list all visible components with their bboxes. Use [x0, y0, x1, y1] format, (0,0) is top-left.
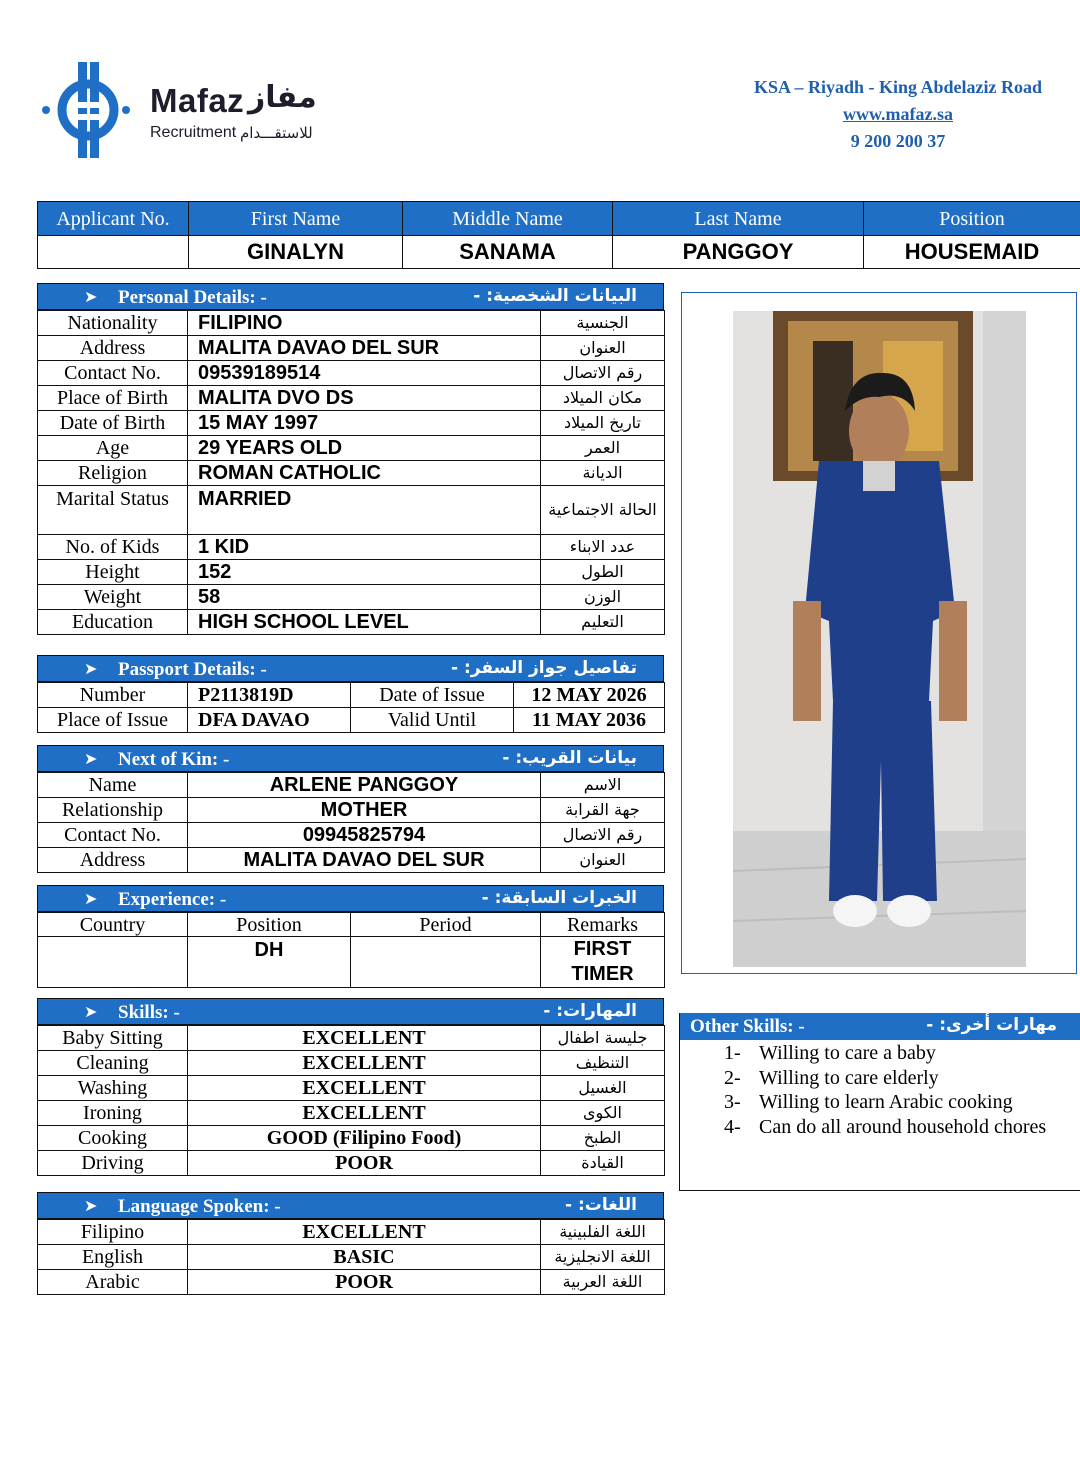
exp-header-position: Position — [188, 913, 351, 937]
skill-ar-baby-sitting: جليسة اطفال — [541, 1026, 665, 1051]
language-section-header — [37, 1192, 664, 1219]
exp-header-country: Country — [38, 913, 188, 937]
list-text: Willing to care elderly — [759, 1066, 939, 1089]
passport-issue-date-value: 12 MAY 2026 — [514, 683, 665, 708]
kin-relationship-value: MOTHER — [188, 798, 541, 823]
ar-age: العمر — [541, 436, 665, 461]
passport-place-value: DFA DAVAO — [188, 708, 351, 733]
list-number: 1- — [724, 1042, 741, 1064]
arrow-bullet-icon: ➤ — [84, 287, 98, 306]
other-skills-title: Other Skills: - — [690, 1016, 805, 1037]
kin-contact-value: 09945825794 — [188, 823, 541, 848]
lang-value-filipino: EXCELLENT — [188, 1220, 541, 1245]
list-text: Can do all around household chores — [759, 1115, 1047, 1138]
value-height: 152 — [188, 560, 541, 585]
list-item — [724, 1041, 1080, 1066]
applicant-no-value — [38, 236, 189, 269]
passport-title: Passport Details: - — [118, 659, 267, 680]
skill-label-cooking: Cooking — [38, 1126, 188, 1151]
personal-title: Personal Details: - — [118, 287, 267, 308]
ar-height: الطول — [541, 560, 665, 585]
personal-title-ar: البيانات الشخصية: - — [473, 286, 637, 306]
lang-ar-english: اللغة الانجليزية — [541, 1245, 665, 1270]
list-number: 2- — [724, 1066, 741, 1089]
company-address: KSA – Riyadh - King Abdelaziz Road — [753, 77, 1043, 97]
lang-ar-arabic: اللغة العربية — [541, 1270, 665, 1295]
passport-title-ar: تفاصيل جواز السفر: - — [451, 658, 637, 678]
arrow-bullet-icon: ➤ — [84, 889, 98, 908]
language-table — [37, 1219, 665, 1295]
experience-title: Experience: - — [118, 889, 227, 910]
value-religion: ROMAN CATHOLIC — [188, 461, 541, 486]
exp-header-remarks: Remarks — [541, 913, 665, 937]
list-number: 4- — [724, 1115, 741, 1138]
position-value: HOUSEMAID — [864, 236, 1080, 269]
list-text: Willing to learn Arabic cooking — [759, 1091, 1013, 1113]
photo-frame — [681, 292, 1077, 974]
list-item — [724, 1066, 1080, 1091]
label-kids: No. of Kids — [38, 535, 188, 560]
label-nationality: Nationality — [38, 311, 188, 336]
ar-date-of-birth: تاريخ الميلاد — [541, 411, 665, 436]
ar-marital-status: الحالة الاجتماعية — [541, 486, 665, 535]
passport-number-value: P2113819D — [188, 683, 351, 708]
logo-name-ar: مفاز — [248, 80, 317, 115]
logo-subtitle: Recruitment — [150, 124, 237, 141]
personal-section-header — [37, 283, 664, 310]
skills-title: Skills: - — [118, 1002, 180, 1023]
label-weight: Weight — [38, 585, 188, 610]
exp-remarks-line-1: FIRST — [573, 938, 632, 960]
kin-contact-label: Contact No. — [38, 823, 188, 848]
label-marital-status: Marital Status — [38, 486, 188, 535]
value-marital-status: MARRIED — [188, 486, 541, 535]
arrow-bullet-icon: ➤ — [84, 1002, 98, 1021]
experience-title-ar: الخبرات السابقة: - — [481, 888, 637, 908]
header-applicant-no: Applicant No. — [38, 202, 189, 236]
experience-section-header — [37, 885, 664, 912]
skill-ar-cooking: الطبخ — [541, 1126, 665, 1151]
ar-kids: عدد الابناء — [541, 535, 665, 560]
label-date-of-birth: Date of Birth — [38, 411, 188, 436]
ar-weight: الوزن — [541, 585, 665, 610]
ar-address: العنوان — [541, 336, 665, 361]
kin-title-ar: بيانات القريب: - — [502, 748, 637, 768]
label-contact: Contact No. — [38, 361, 188, 386]
kin-table — [37, 772, 665, 873]
company-logo — [40, 60, 340, 160]
value-place-of-birth: MALITA DVO DS — [188, 386, 541, 411]
lang-ar-filipino: اللغة الفلبينية — [541, 1220, 665, 1245]
value-address: MALITA DAVAO DEL SUR — [188, 336, 541, 361]
mafaz-logo-icon — [40, 60, 136, 160]
value-weight: 58 — [188, 585, 541, 610]
kin-relationship-ar: جهة القرابة — [541, 798, 665, 823]
ar-nationality: الجنسية — [541, 311, 665, 336]
passport-valid-label: Valid Until — [351, 708, 514, 733]
skill-label-washing: Washing — [38, 1076, 188, 1101]
company-website[interactable]: www.mafaz.sa — [843, 104, 953, 124]
skill-value-cooking: GOOD (Filipino Food) — [188, 1126, 541, 1151]
label-education: Education — [38, 610, 188, 635]
skill-ar-cleaning: التنظيف — [541, 1051, 665, 1076]
lang-value-arabic: POOR — [188, 1270, 541, 1295]
skill-label-ironing: Ironing — [38, 1101, 188, 1126]
header-first-name: First Name — [189, 202, 403, 236]
header-middle-name: Middle Name — [403, 202, 613, 236]
skills-title-ar: المهارات: - — [543, 1001, 637, 1021]
label-address: Address — [38, 336, 188, 361]
skill-value-driving: POOR — [188, 1151, 541, 1176]
exp-header-period: Period — [351, 913, 541, 937]
label-place-of-birth: Place of Birth — [38, 386, 188, 411]
lang-value-english: BASIC — [188, 1245, 541, 1270]
passport-valid-value: 11 MAY 2036 — [514, 708, 665, 733]
passport-table — [37, 682, 665, 733]
value-contact: 09539189514 — [188, 361, 541, 386]
value-kids: 1 KID — [188, 535, 541, 560]
exp-country-value — [38, 937, 188, 988]
ar-contact: رقم الاتصال — [541, 361, 665, 386]
label-height: Height — [38, 560, 188, 585]
other-skills-header — [680, 1013, 1080, 1040]
label-religion: Religion — [38, 461, 188, 486]
kin-address-ar: العنوان — [541, 848, 665, 873]
ar-education: التعليم — [541, 610, 665, 635]
passport-place-label: Place of Issue — [38, 708, 188, 733]
lang-label-english: English — [38, 1245, 188, 1270]
skill-value-washing: EXCELLENT — [188, 1076, 541, 1101]
kin-name-value: ARLENE PANGGOY — [188, 773, 541, 798]
exp-remarks-line-2: TIMER — [571, 963, 634, 985]
experience-table — [37, 912, 665, 988]
arrow-bullet-icon: ➤ — [84, 1196, 98, 1215]
value-date-of-birth: 15 MAY 1997 — [188, 411, 541, 436]
list-item — [724, 1090, 1080, 1115]
list-item — [724, 1115, 1080, 1140]
skills-section-header — [37, 998, 664, 1025]
personal-table — [37, 310, 665, 635]
other-skills-list — [724, 1041, 1080, 1139]
skill-label-cleaning: Cleaning — [38, 1051, 188, 1076]
applicant-photo — [733, 311, 1026, 967]
kin-title: Next of Kin: - — [118, 749, 230, 770]
other-skills-title-ar: مهارات أخرى: - — [926, 1015, 1057, 1035]
value-age: 29 YEARS OLD — [188, 436, 541, 461]
exp-position-value: DH — [188, 937, 351, 988]
exp-remarks-value — [541, 937, 665, 988]
skill-ar-ironing: الكوى — [541, 1101, 665, 1126]
header-last-name: Last Name — [613, 202, 864, 236]
arrow-bullet-icon: ➤ — [84, 659, 98, 678]
value-education: HIGH SCHOOL LEVEL — [188, 610, 541, 635]
list-text: Willing to care a baby — [759, 1042, 936, 1064]
skill-label-baby-sitting: Baby Sitting — [38, 1026, 188, 1051]
header-position: Position — [864, 202, 1080, 236]
skill-ar-washing: الغسيل — [541, 1076, 665, 1101]
kin-address-label: Address — [38, 848, 188, 873]
arrow-bullet-icon: ➤ — [84, 749, 98, 768]
value-nationality: FILIPINO — [188, 311, 541, 336]
kin-address-value: MALITA DAVAO DEL SUR — [188, 848, 541, 873]
skill-value-baby-sitting: EXCELLENT — [188, 1026, 541, 1051]
name-table — [37, 201, 1080, 269]
language-title: Language Spoken: - — [118, 1196, 281, 1217]
kin-relationship-label: Relationship — [38, 798, 188, 823]
lang-label-arabic: Arabic — [38, 1270, 188, 1295]
ar-religion: الديانة — [541, 461, 665, 486]
middle-name-value: SANAMA — [403, 236, 613, 269]
skills-table — [37, 1025, 665, 1176]
last-name-value: PANGGOY — [613, 236, 864, 269]
first-name-value: GINALYN — [189, 236, 403, 269]
logo-name: Mafaz — [150, 82, 245, 119]
skill-label-driving: Driving — [38, 1151, 188, 1176]
lang-label-filipino: Filipino — [38, 1220, 188, 1245]
kin-name-label: Name — [38, 773, 188, 798]
skill-value-cleaning: EXCELLENT — [188, 1051, 541, 1076]
label-age: Age — [38, 436, 188, 461]
kin-contact-ar: رقم الاتصال — [541, 823, 665, 848]
kin-section-header — [37, 745, 664, 772]
other-skills-panel — [679, 1013, 1080, 1191]
skill-ar-driving: القيادة — [541, 1151, 665, 1176]
passport-section-header — [37, 655, 664, 682]
skill-value-ironing: EXCELLENT — [188, 1101, 541, 1126]
ar-place-of-birth: مكان الميلاد — [541, 386, 665, 411]
kin-name-ar: الاسم — [541, 773, 665, 798]
exp-period-value — [351, 937, 541, 988]
passport-issue-date-label: Date of Issue — [351, 683, 514, 708]
passport-number-label: Number — [38, 683, 188, 708]
company-phone: 9 200 200 37 — [850, 131, 946, 151]
logo-subtitle-ar: للاستقـــدام — [240, 124, 313, 142]
language-title-ar: اللغات: - — [565, 1195, 637, 1215]
list-number: 3- — [724, 1091, 741, 1113]
